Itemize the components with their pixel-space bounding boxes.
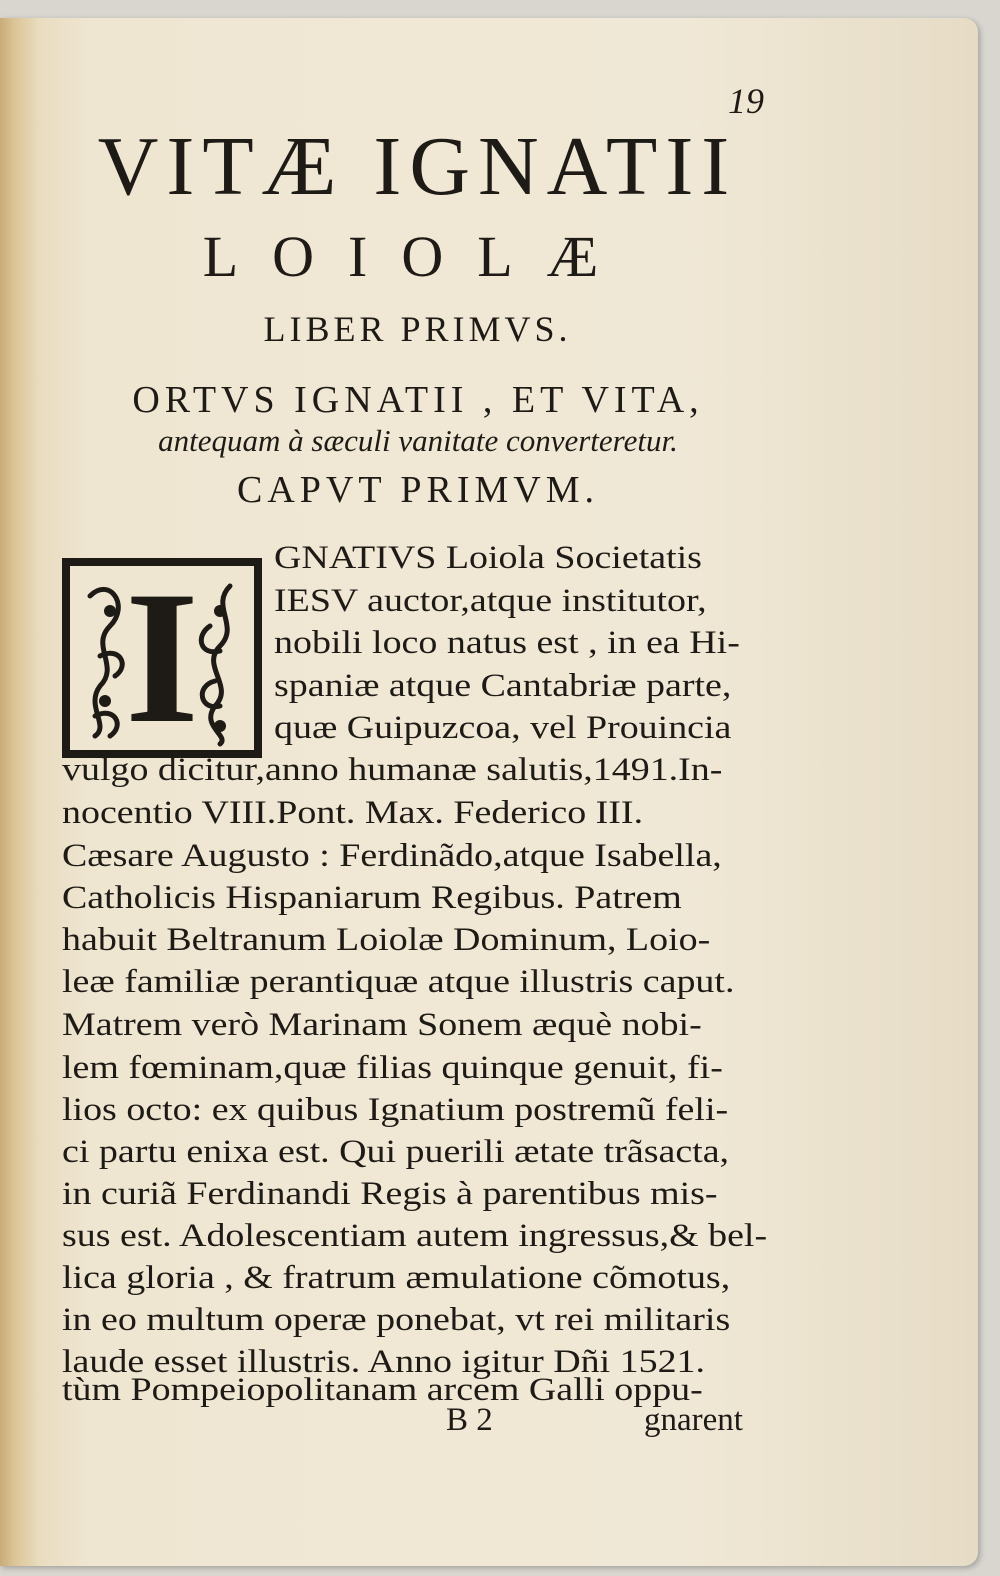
text-line: lios octo: ex quibus Ignatium postremũ feli- (62, 1092, 729, 1128)
signature-mark: B 2 (446, 1402, 493, 1438)
text-line: lem fœminam,quæ filias quinque genuit, fi- (62, 1050, 723, 1086)
text-line: Cæsare Augusto : Ferdinãdo,atque Isabella, (62, 838, 722, 874)
text-line: nobili loco natus est , in ea Hi- (274, 625, 740, 661)
text-line: GNATIVS Loiola Societatis (274, 540, 702, 576)
text-line: habuit Beltranum Loiolæ Dominum, Loio- (62, 922, 711, 958)
text-line: leæ familiæ perantiquæ atque illustris caput. (62, 964, 735, 1000)
text-line: tùm Pompeiopolitanam arcem Galli oppu- (62, 1372, 703, 1408)
text-line: Matrem verò Marinam Sonem æquè nobi- (62, 1007, 702, 1043)
text-line: quæ Guipuzcoa, vel Prouincia (274, 710, 732, 746)
page-number: 19 (728, 81, 764, 121)
floral-ornament-icon (70, 553, 254, 763)
text-line: in eo multum operæ ponebat, vt rei militaris (62, 1302, 731, 1338)
decorated-initial (62, 553, 262, 763)
text-line: Catholicis Hispaniarum Regibus. Patrem (62, 880, 682, 916)
catchword: gnarent (644, 1402, 743, 1438)
text-line: lica gloria , & fratrum æmulatione cõmotus, (62, 1260, 731, 1296)
text-line: IESV auctor,atque institutor, (274, 583, 707, 619)
text-line: in curiã Ferdinandi Regis à parentibus mis- (62, 1176, 718, 1212)
text-line: sus est. Adolescentiam autem ingressus,& bel- (62, 1218, 768, 1254)
text-line: spaniæ atque Cantabriæ parte, (274, 668, 732, 704)
text-line: vulgo dicitur,anno humanæ salutis,1491.In- (62, 752, 723, 788)
drop-cap-letter: I (125, 553, 199, 763)
book-label: LIBER PRIMVS. (263, 309, 572, 349)
chapter-title-line1: ORTVS IGNATII , ET VITA, (132, 379, 704, 421)
chapter-label: CAPVT PRIMVM. (236, 469, 600, 511)
running-title-line2: LOIOLÆ (202, 224, 633, 289)
running-title-line1: VITÆ IGNATII (97, 120, 738, 213)
text-line: laude esset illustris. Anno igitur Dñi 1521. (62, 1344, 706, 1380)
text-line: nocentio VIII.Pont. Max. Federico III. (62, 795, 644, 831)
book-page (0, 18, 978, 1566)
text-line: ci partu enixa est. Qui puerili ætate trãsacta, (62, 1134, 730, 1170)
chapter-title-line2: antequam à sæculi vanitate converteretur. (158, 423, 678, 458)
